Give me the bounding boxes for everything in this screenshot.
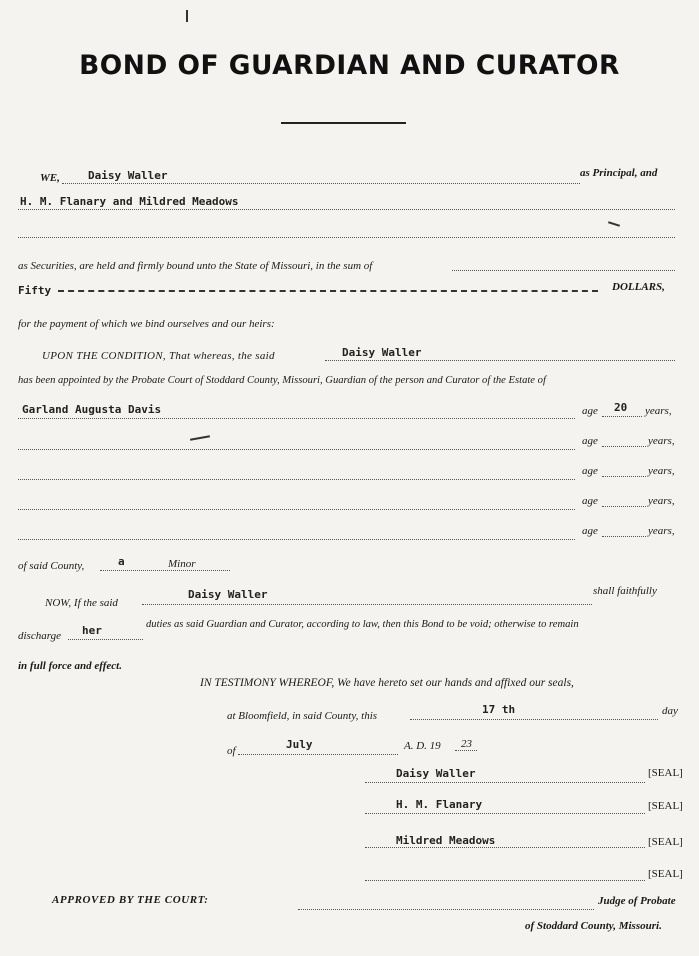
guardian-name: Daisy Waller — [342, 346, 422, 359]
securities-names: H. M. Flanary and Mildred Meadows — [20, 195, 239, 208]
age-label-2: age — [582, 435, 598, 447]
as-principal-label: as Principal, and — [580, 167, 658, 179]
scan-speck — [608, 221, 620, 227]
years-label-4: years, — [648, 495, 675, 507]
appointed-text: has been appointed by the Probate Court of Stoddard County, Missouri, Guardian of the person and Curator of the Estate of — [18, 375, 546, 386]
year-line — [455, 750, 477, 751]
day-line — [410, 719, 658, 720]
signature-line-2 — [365, 813, 645, 814]
judge-label: Judge of Probate — [598, 895, 676, 907]
discharge-label: discharge — [18, 630, 61, 642]
at-bloomfield-text: at Bloomfield, in said County, this — [227, 710, 378, 722]
scan-speck — [186, 10, 188, 22]
principal-name: Daisy Waller — [88, 169, 168, 182]
seal-4: [SEAL] — [648, 868, 683, 880]
document-title: BOND OF GUARDIAN AND CURATOR — [79, 50, 620, 81]
testimony-text: IN TESTIMONY WHEREOF, We have hereto set our hands and affixed our seals, — [200, 677, 574, 689]
age-line-2 — [602, 446, 646, 447]
signature-1: Daisy Waller — [396, 767, 476, 780]
securities-text: as Securities, are held and firmly bound unto the State of Missouri, in the sum of — [18, 260, 373, 272]
age-line-4 — [602, 506, 646, 507]
now-text: NOW, If the said — [45, 597, 118, 609]
pronoun-line — [68, 639, 143, 640]
upon-condition-text: UPON THE CONDITION, That whereas, the said — [42, 350, 275, 362]
securities-line-1 — [18, 209, 675, 210]
obligation-line — [142, 604, 592, 605]
guardian-line — [325, 360, 675, 361]
payment-text: for the payment of which we bind ourselves and our heirs: — [18, 318, 275, 330]
age-label-4: age — [582, 495, 598, 507]
pronoun: her — [82, 624, 102, 637]
principal-line — [62, 183, 580, 184]
years-label-1: years, — [645, 405, 672, 417]
title-underline — [281, 122, 406, 124]
age-label-5: age — [582, 525, 598, 537]
age-label-1: age — [582, 405, 598, 417]
ward-line-2 — [18, 449, 575, 450]
signature-line-1 — [365, 782, 645, 783]
age-line-1 — [602, 416, 642, 417]
ad-label: A. D. 19 — [404, 740, 441, 752]
we-label: WE, — [40, 172, 60, 184]
obligation-name: Daisy Waller — [188, 588, 268, 601]
approved-label: APPROVED BY THE COURT: — [52, 894, 209, 906]
month: July — [286, 738, 313, 751]
years-label-3: years, — [648, 465, 675, 477]
judge-line — [298, 909, 594, 910]
age-line-3 — [602, 476, 646, 477]
ward-status: Minor — [168, 558, 196, 570]
day-value: 17 th — [482, 703, 516, 716]
ward-article: a — [118, 555, 125, 568]
ward-line-5 — [18, 539, 575, 540]
years-label-5: years, — [648, 525, 675, 537]
years-label-2: years, — [648, 435, 675, 447]
age-label-3: age — [582, 465, 598, 477]
ward-status-line — [100, 570, 230, 571]
ward-line-4 — [18, 509, 575, 510]
sum-line — [452, 270, 675, 271]
signature-line-4 — [365, 880, 645, 881]
signature-3: Mildred Meadows — [396, 834, 496, 847]
age-line-5 — [602, 536, 646, 537]
force-text: in full force and effect. — [18, 660, 122, 672]
duties-text: duties as said Guardian and Curator, according to law, then this Bond to be void; otherwise to remain — [146, 619, 579, 630]
seal-3: [SEAL] — [648, 836, 683, 848]
seal-2: [SEAL] — [648, 800, 683, 812]
shall-faithfully-text: shall faithfully — [593, 585, 657, 597]
ward-age: 20 — [614, 401, 628, 414]
of-said-county: of said County, — [18, 560, 85, 572]
year-suffix: 23 — [461, 738, 472, 750]
ward-name: Garland Augusta Davis — [22, 403, 162, 416]
seal-1: [SEAL] — [648, 767, 683, 779]
day-label: day — [662, 705, 678, 717]
county-label: of Stoddard County, Missouri. — [525, 920, 662, 932]
month-line — [238, 754, 398, 755]
sum-words: Fifty — [18, 284, 52, 297]
sum-dashes — [58, 290, 598, 292]
dollars-label: DOLLARS, — [612, 281, 665, 293]
securities-line-2 — [18, 237, 675, 238]
ward-line-3 — [18, 479, 575, 480]
ward-line-1 — [18, 418, 575, 419]
of-label: of — [227, 745, 236, 757]
signature-line-3 — [365, 847, 645, 848]
scan-speck — [190, 435, 210, 440]
signature-2: H. M. Flanary — [396, 798, 483, 811]
